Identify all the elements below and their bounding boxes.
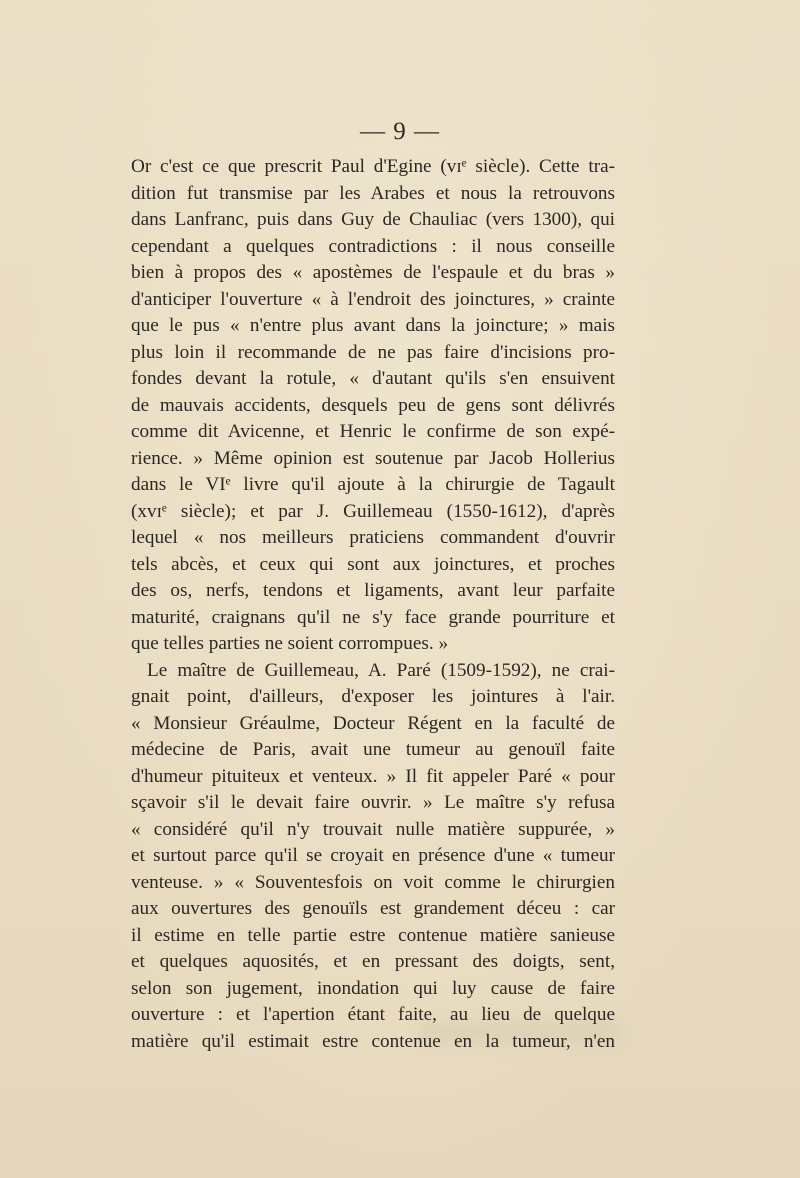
- text-line: sçavoir s'il le devait faire ouvrir. » Le maître s'y refusa: [131, 792, 615, 813]
- text-line: des os, nerfs, tendons et ligaments, avant leur parfaite: [131, 580, 615, 601]
- text-line: comme dit Avicenne, et Henric le confirme de son expé-: [131, 421, 615, 442]
- text-line: tels abcès, et ceux qui sont aux joinctures, et proches: [131, 553, 615, 575]
- text-line: Or c'est ce que prescrit Paul d'Egine (vɪᵉ siècle). Cette tra-: [131, 156, 615, 177]
- text-line: selon son jugement, inondation qui luy cause de faire: [131, 977, 615, 999]
- text-line: matière qu'il estimait estre contenue en la tumeur, n'en: [131, 1030, 615, 1052]
- body-text: [131, 154, 615, 1055]
- text-line: d'humeur pituiteux et venteux. » Il fit appeler Paré « pour: [131, 765, 615, 787]
- paragraph-start-line: Le maître de Guillemeau, A. Paré (1509-1592), ne crai-: [147, 659, 615, 681]
- text-line: aux ouvertures des genouïls est grandement déceu : car: [131, 898, 615, 919]
- page-number: — 9 —: [360, 118, 440, 145]
- text-line: (xvɪᵉ siècle); et par J. Guillemeau (1550-1612), d'après: [131, 500, 615, 522]
- paragraph-end-line: que telles parties ne soient corrompues. »: [131, 633, 449, 654]
- text-line: et quelques aquosités, et en pressant des doigts, sent,: [131, 951, 615, 972]
- text-line: dans le VIᵉ livre qu'il ajoute à la chirurgie de Tagault: [131, 474, 615, 495]
- text-line: dans Lanfranc, puis dans Guy de Chauliac (vers 1300), qui: [131, 209, 615, 230]
- text-line: ouverture : et l'apertion étant faite, au lieu de quelque: [131, 1004, 615, 1025]
- text-line: gnait point, d'ailleurs, d'exposer les jointures à l'air.: [131, 686, 615, 707]
- text-line: que le pus « n'entre plus avant dans la joincture; » mais: [131, 315, 615, 336]
- text-line: bien à propos des « apostèmes de l'espaule et du bras »: [131, 262, 615, 283]
- text-line: « Monsieur Gréaulme, Docteur Régent en la faculté de: [131, 712, 615, 734]
- text-line: cependant a quelques contradictions : il nous conseille: [131, 235, 615, 257]
- text-line: plus loin il recommande de ne pas faire d'incisions pro-: [131, 341, 615, 363]
- text-line: dition fut transmise par les Arabes et nous la retrouvons: [131, 182, 615, 204]
- text-line: venteuse. » « Souventesfois on voit comme le chirurgien: [131, 871, 615, 893]
- text-line: d'anticiper l'ouverture « à l'endroit des joinctures, » crainte: [131, 288, 615, 310]
- text-line: « considéré qu'il n'y trouvait nulle matière suppurée, »: [131, 818, 615, 840]
- text-line: de mauvais accidents, desquels peu de gens sont délivrés: [131, 394, 615, 416]
- text-line: fondes devant la rotule, « d'autant qu'ils s'en ensuivent: [131, 368, 615, 389]
- text-line: rience. » Même opinion est soutenue par Jacob Hollerius: [131, 447, 615, 469]
- text-line: maturité, craignans qu'il ne s'y face grande pourriture et: [131, 606, 615, 628]
- text-line: lequel « nos meilleurs praticiens commandent d'ouvrir: [131, 527, 615, 548]
- text-line: médecine de Paris, avait une tumeur au genouïl faite: [131, 739, 615, 760]
- text-line: et surtout parce qu'il se croyait en présence d'une « tumeur: [131, 845, 615, 866]
- text-line: il estime en telle partie estre contenue matière sanieuse: [131, 924, 615, 946]
